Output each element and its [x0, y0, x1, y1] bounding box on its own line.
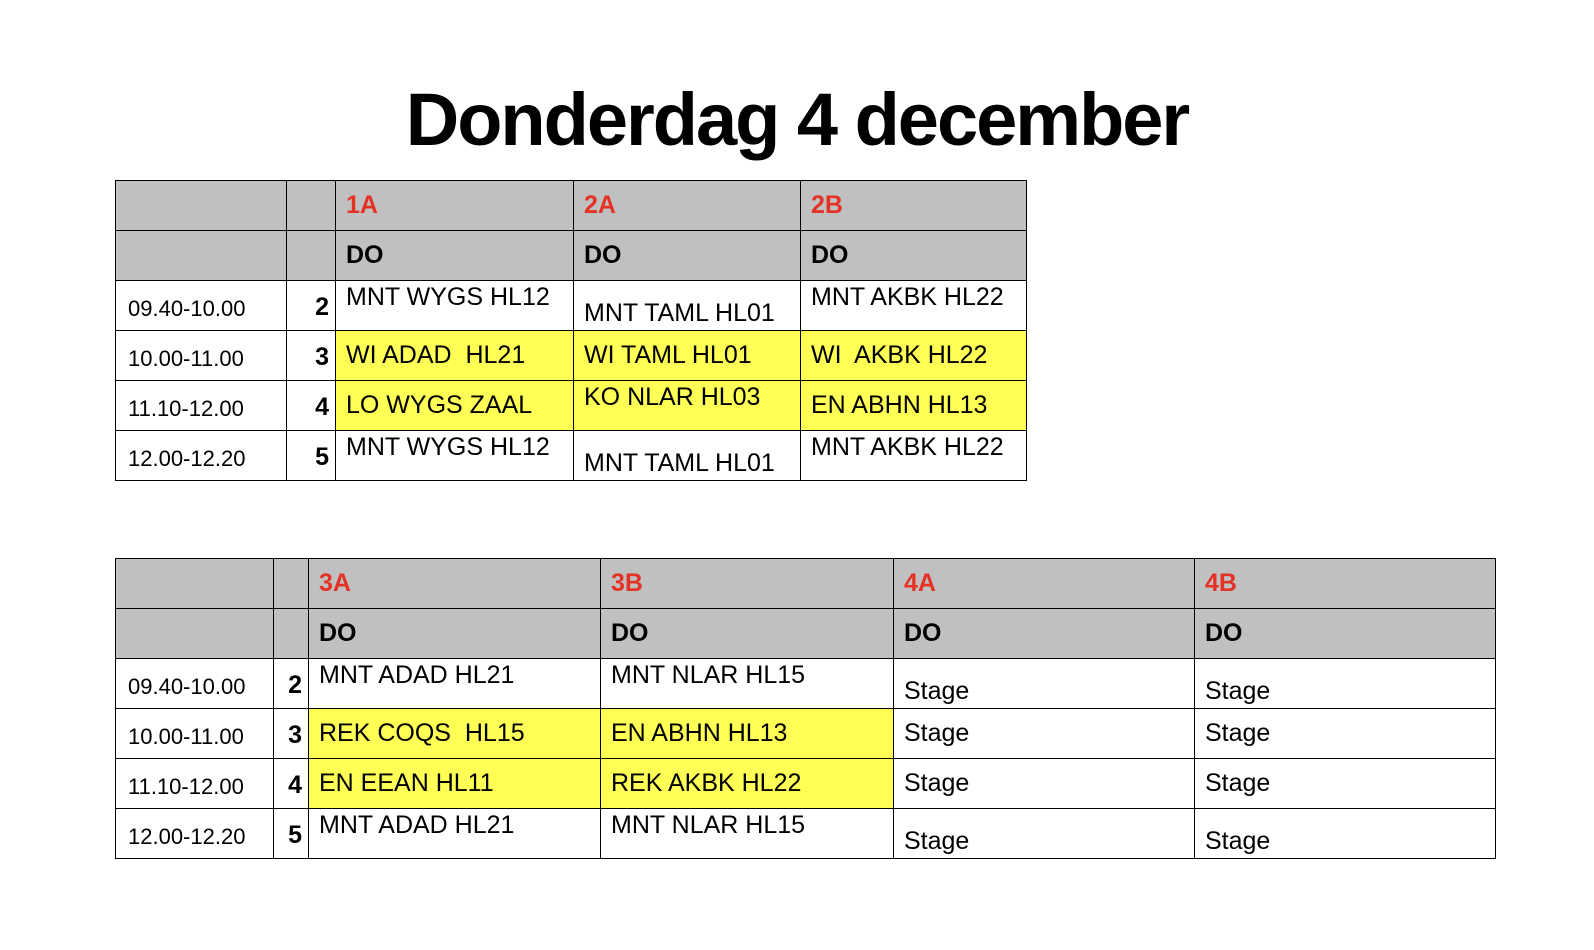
- day-label: DO: [574, 231, 801, 281]
- day-header-row: [116, 231, 1027, 281]
- lesson-cell: Stage: [894, 659, 1195, 709]
- empty-header-cell: [274, 559, 309, 609]
- lesson-cell: MNT ADAD HL21: [309, 659, 601, 709]
- lesson-cell: WI TAML HL01: [574, 331, 801, 381]
- class-label-4a: 4A: [894, 559, 1195, 609]
- class-label-2b: 2B: [801, 181, 1027, 231]
- empty-header-cell: [116, 609, 274, 659]
- lesson-cell: EN ABHN HL13: [801, 381, 1027, 431]
- empty-header-cell: [287, 231, 336, 281]
- time-slot: 10.00-11.00: [116, 709, 274, 759]
- period-number: 2: [287, 281, 336, 331]
- empty-header-cell: [116, 559, 274, 609]
- lesson-cell: Stage: [894, 809, 1195, 859]
- class-label-2a: 2A: [574, 181, 801, 231]
- lesson-cell: KO NLAR HL03: [574, 381, 801, 431]
- lesson-cell: Stage: [1195, 759, 1496, 809]
- lesson-cell: MNT AKBK HL22: [801, 281, 1027, 331]
- lesson-cell: Stage: [1195, 659, 1496, 709]
- time-slot: 12.00-12.20: [116, 431, 287, 481]
- time-slot: 09.40-10.00: [116, 659, 274, 709]
- day-label: DO: [336, 231, 574, 281]
- lesson-cell: MNT TAML HL01: [574, 281, 801, 331]
- lesson-cell: EN ABHN HL13: [601, 709, 894, 759]
- period-number: 5: [274, 809, 309, 859]
- table-row: [116, 809, 1496, 859]
- lesson-cell: Stage: [1195, 709, 1496, 759]
- period-number: 4: [287, 381, 336, 431]
- lesson-cell: MNT NLAR HL15: [601, 809, 894, 859]
- class-label-3a: 3A: [309, 559, 601, 609]
- lesson-cell: MNT TAML HL01: [574, 431, 801, 481]
- table-row: [116, 381, 1027, 431]
- empty-header-cell: [116, 181, 287, 231]
- lesson-cell: EN EEAN HL11: [309, 759, 601, 809]
- period-number: 5: [287, 431, 336, 481]
- table-row: [116, 659, 1496, 709]
- table-row: [116, 431, 1027, 481]
- class-label-1a: 1A: [336, 181, 574, 231]
- table-row: [116, 709, 1496, 759]
- lesson-cell: REK AKBK HL22: [601, 759, 894, 809]
- schedule-table-1: [115, 180, 1027, 481]
- period-number: 3: [274, 709, 309, 759]
- empty-header-cell: [116, 231, 287, 281]
- period-number: 3: [287, 331, 336, 381]
- day-header-row: [116, 609, 1496, 659]
- lesson-cell: MNT WYGS HL12: [336, 281, 574, 331]
- day-label: DO: [309, 609, 601, 659]
- class-header-row: [116, 559, 1496, 609]
- day-label: DO: [1195, 609, 1496, 659]
- time-slot: 11.10-12.00: [116, 759, 274, 809]
- class-label-3b: 3B: [601, 559, 894, 609]
- period-number: 4: [274, 759, 309, 809]
- lesson-cell: MNT NLAR HL15: [601, 659, 894, 709]
- time-slot: 09.40-10.00: [116, 281, 287, 331]
- time-slot: 11.10-12.00: [116, 381, 287, 431]
- time-slot: 12.00-12.20: [116, 809, 274, 859]
- lesson-cell: LO WYGS ZAAL: [336, 381, 574, 431]
- day-label: DO: [601, 609, 894, 659]
- time-slot: 10.00-11.00: [116, 331, 287, 381]
- lesson-cell: WI AKBK HL22: [801, 331, 1027, 381]
- day-label: DO: [801, 231, 1027, 281]
- lesson-cell: REK COQS HL15: [309, 709, 601, 759]
- page-title: Donderdag 4 december: [405, 78, 1189, 161]
- lesson-cell: Stage: [894, 759, 1195, 809]
- table-row: [116, 281, 1027, 331]
- schedule-table-2: [115, 558, 1496, 859]
- lesson-cell: MNT WYGS HL12: [336, 431, 574, 481]
- empty-header-cell: [287, 181, 336, 231]
- lesson-cell: WI ADAD HL21: [336, 331, 574, 381]
- empty-header-cell: [274, 609, 309, 659]
- lesson-cell: MNT ADAD HL21: [309, 809, 601, 859]
- class-label-4b: 4B: [1195, 559, 1496, 609]
- table-row: [116, 331, 1027, 381]
- class-header-row: [116, 181, 1027, 231]
- lesson-cell: Stage: [894, 709, 1195, 759]
- period-number: 2: [274, 659, 309, 709]
- table-row: [116, 759, 1496, 809]
- lesson-cell: Stage: [1195, 809, 1496, 859]
- lesson-cell: MNT AKBK HL22: [801, 431, 1027, 481]
- day-label: DO: [894, 609, 1195, 659]
